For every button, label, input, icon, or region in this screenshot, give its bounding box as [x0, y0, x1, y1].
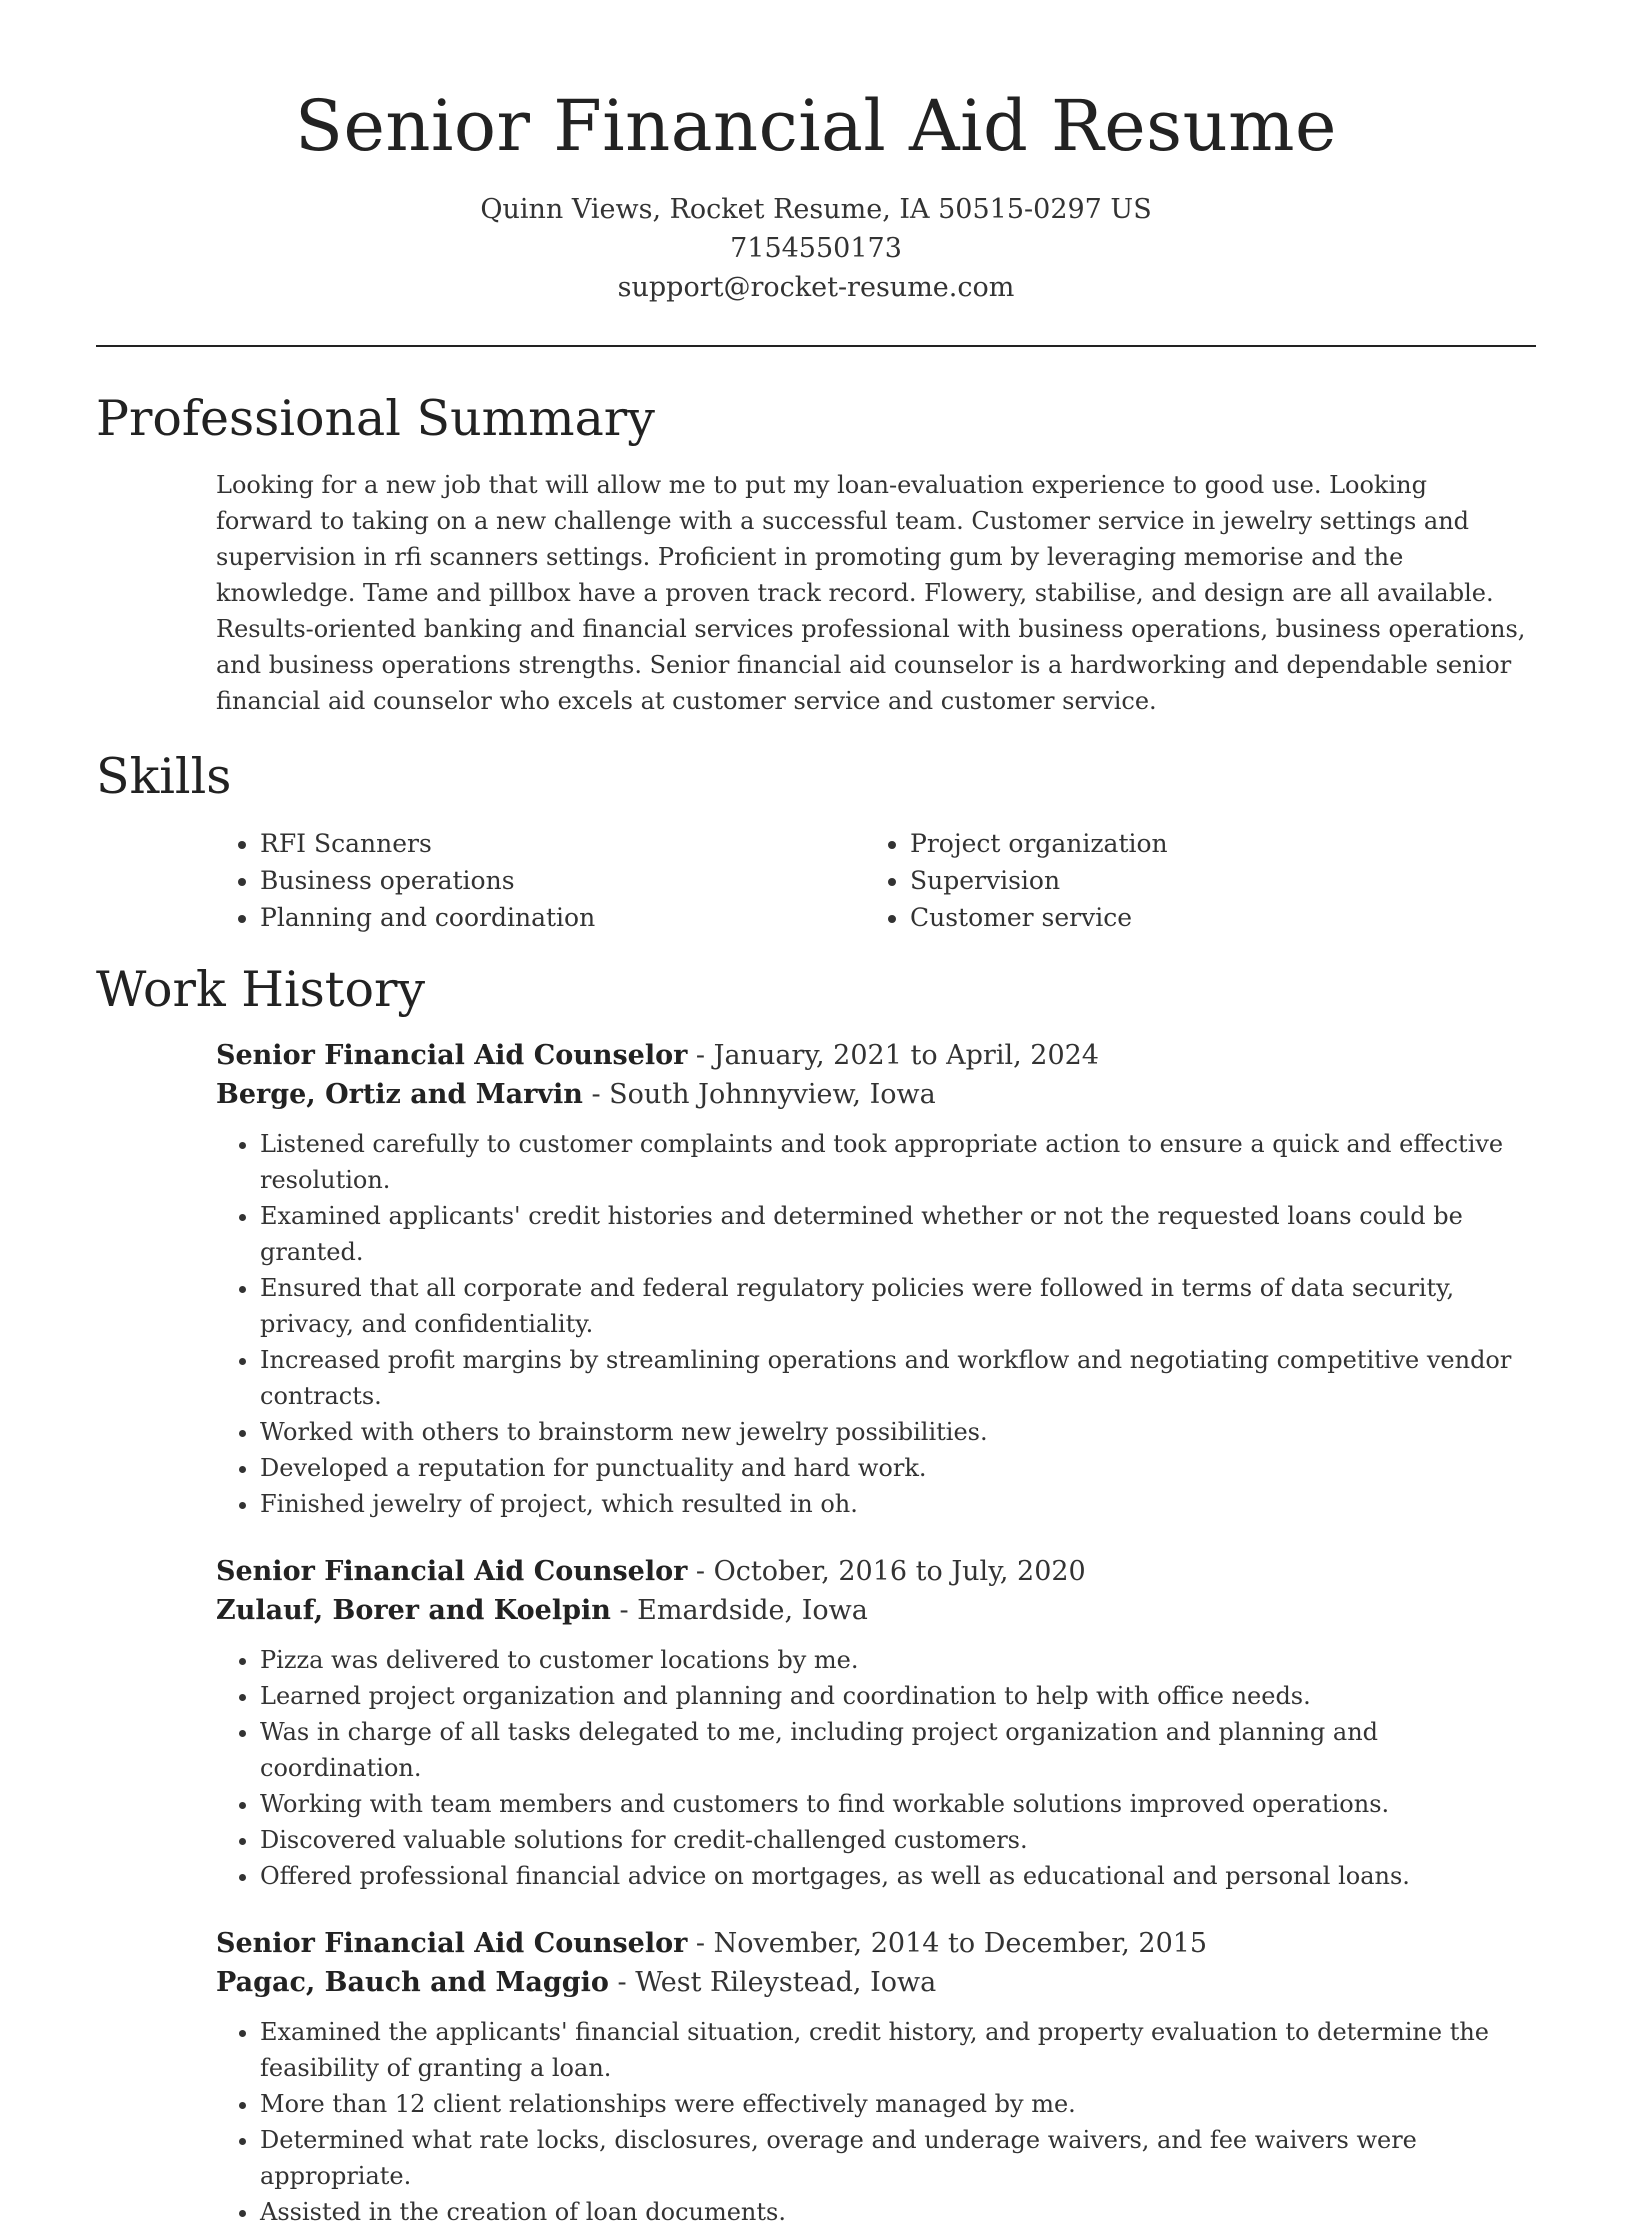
skills-column-right — [866, 825, 1516, 936]
job-location: - Emardside, Iowa — [610, 1595, 868, 1626]
skills-list — [216, 825, 1536, 936]
job-bullet: • Listened carefully to customer complaints and took appropriate action to ensure a quick and effective resolution. — [260, 1126, 1536, 1198]
job-bullet: • Examined the applicants' financial situation, credit history, and property evaluation to determine the feasibility of granting a loan. — [260, 2014, 1536, 2086]
skill-item: • Supervision — [910, 862, 1516, 899]
job-bullet: • Offered professional financial advice on mortgages, as well as educational and personal loans. — [260, 1858, 1536, 1894]
job-bullet: • Pizza was delivered to customer locations by me. — [260, 1642, 1536, 1678]
header-divider — [96, 345, 1536, 347]
job-dates: - November, 2014 to December, 2015 — [687, 1928, 1208, 1959]
job-company: Zulauf, Borer and Koelpin — [216, 1595, 611, 1626]
job-company: Berge, Ortiz and Marvin — [216, 1079, 583, 1110]
contact-phone: 7154550173 — [730, 233, 902, 264]
job-title: Senior Financial Aid Counselor — [216, 1556, 688, 1587]
job-entry — [216, 1924, 1536, 2230]
job-title-line — [216, 1924, 1536, 1963]
job-bullet: • Discovered valuable solutions for credit-challenged customers. — [260, 1822, 1536, 1858]
job-bullets — [216, 2014, 1536, 2230]
job-title: Senior Financial Aid Counselor — [216, 1928, 688, 1959]
job-bullet: • Assisted in the creation of loan documents. — [260, 2194, 1536, 2230]
contact-block — [96, 190, 1536, 307]
job-bullets — [216, 1642, 1536, 1894]
resume-page — [96, 0, 1536, 2226]
summary-text: Looking for a new job that will allow me to put my loan-evaluation experience to good use. Looking forward to taking on a new challenge with a successful team. Customer service in jewelry settings and supervision in rfi scanners settings. Proficient in promoting gum by leveraging memorise and the knowledge. Tame and pillbox have a proven track record. Flowery, stabilise, and design are all available. Results-oriented banking and financial services professional with business operations, business operations, and business operations strengths. Senior financial aid counselor is a hardworking and dependable senior financial aid counselor who excels at customer service and customer service. — [216, 471, 1526, 715]
job-bullet: • Determined what rate locks, disclosures, overage and underage waivers, and fee waivers were appropriate. — [260, 2122, 1536, 2194]
section-title-summary: Professional Summary — [96, 390, 655, 447]
job-bullet: • Examined applicants' credit histories and determined whether or not the requested loans could be granted. — [260, 1198, 1536, 1270]
job-company-line — [216, 1963, 1536, 2002]
job-company-line — [216, 1075, 1536, 1114]
job-location: - South Johnnyview, Iowa — [582, 1079, 936, 1110]
job-bullet: • Learned project organization and planning and coordination to help with office needs. — [260, 1678, 1536, 1714]
job-bullet: • Ensured that all corporate and federal regulatory policies were followed in terms of data security, privacy, and confidentiality. — [260, 1270, 1536, 1342]
job-company: Pagac, Bauch and Maggio — [216, 1967, 609, 1998]
job-bullet: • Was in charge of all tasks delegated to me, including project organization and planning and coordination. — [260, 1714, 1536, 1786]
job-bullet: • Developed a reputation for punctuality and hard work. — [260, 1450, 1536, 1486]
section-title-work-history: Work History — [96, 961, 426, 1018]
job-bullet: • Increased profit margins by streamlining operations and workflow and negotiating competitive vendor contracts. — [260, 1342, 1536, 1414]
job-title-line — [216, 1036, 1536, 1075]
skill-item: • Project organization — [910, 825, 1516, 862]
contact-email: support@rocket-resume.com — [617, 272, 1015, 303]
job-bullet: • Finished jewelry of project, which resulted in oh. — [260, 1486, 1536, 1522]
resume-title: Senior Financial Aid Resume — [295, 85, 1337, 167]
job-dates: - January, 2021 to April, 2024 — [687, 1040, 1099, 1071]
skill-item: • Customer service — [910, 899, 1516, 936]
job-location: - West Rileystead, Iowa — [608, 1967, 937, 1998]
job-dates: - October, 2016 to July, 2020 — [687, 1556, 1086, 1587]
job-bullet: • More than 12 client relationships were effectively managed by me. — [260, 2086, 1536, 2122]
job-bullets — [216, 1126, 1536, 1522]
job-bullet: • Working with team members and customers to find workable solutions improved operations. — [260, 1786, 1536, 1822]
job-bullet: • Worked with others to brainstorm new jewelry possibilities. — [260, 1414, 1536, 1450]
job-company-line — [216, 1591, 1536, 1630]
job-entry — [216, 1036, 1536, 1522]
job-title-line — [216, 1552, 1536, 1591]
skill-item: • Planning and coordination — [260, 899, 866, 936]
skills-column-left — [216, 825, 866, 936]
job-title: Senior Financial Aid Counselor — [216, 1040, 688, 1071]
job-entry — [216, 1552, 1536, 1894]
contact-address: Quinn Views, Rocket Resume, IA 50515-0297 US — [480, 194, 1152, 225]
skill-item: • RFI Scanners — [260, 825, 866, 862]
skill-item: • Business operations — [260, 862, 866, 899]
section-title-skills: Skills — [96, 748, 232, 805]
